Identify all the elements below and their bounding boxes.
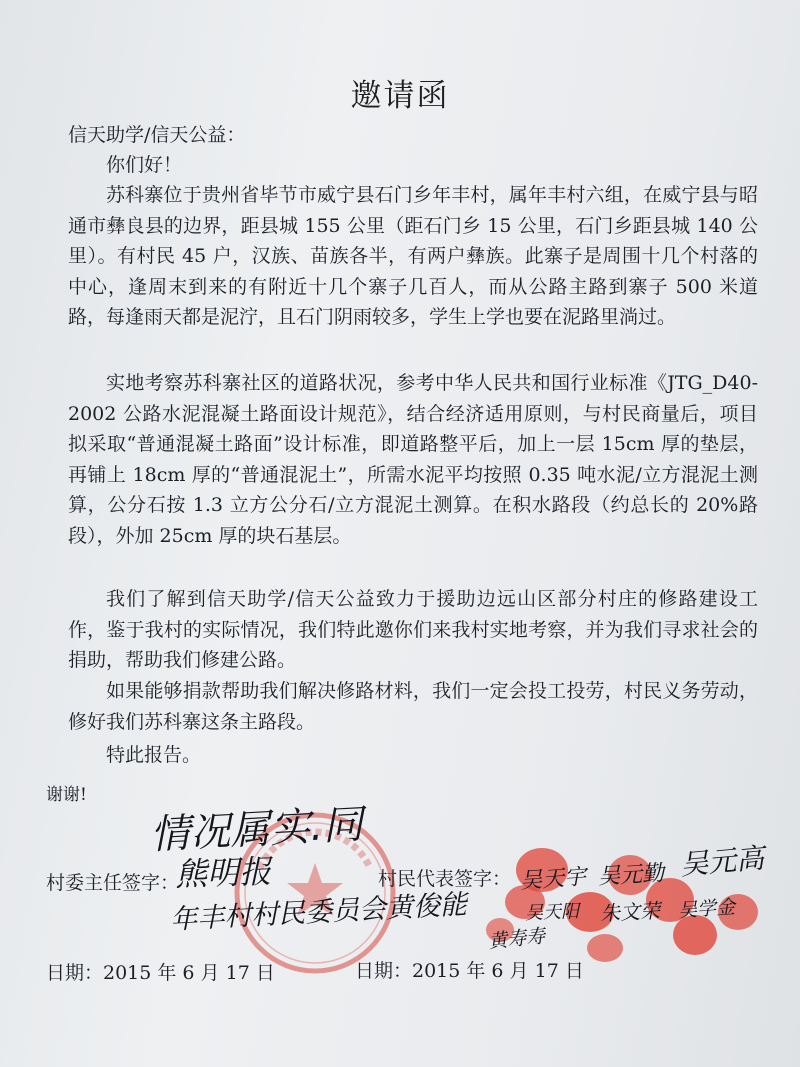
paragraph-commitment: 如果能够捐款帮助我们解决修路材料，我们一定会投工投劳，村民义务劳动，修好我们苏科寨这条主路段。 [68, 680, 758, 733]
handwritten-villager-1: 吴天宇 [519, 864, 587, 895]
handwritten-committee-name: 熊明报 [174, 852, 272, 894]
paragraph-village-description: 苏科寨位于贵州省毕节市威宁县石门乡年丰村，属年丰村六组，在威宁县与昭通市彝良县的边界，距县城 155 公里（距石门乡 15 公里，石门乡距县城 140 公里）。有村民 45 户，汉族、苗族各半，有两户彝族。此寨子是周围十几个村落的中心，逢周末到来的有附近十几个寨子几百人，而从公路主路到寨子 500 米道路，每逢雨天都是泥泞，且石门阴雨较多，学生上学也要在泥路里淌过。 [68, 184, 758, 328]
handwritten-villager-4: 吴天阳 [524, 901, 580, 924]
handwritten-villager-7: 黄寿寿 [487, 925, 547, 953]
paragraph-road-plan: 实地考察苏科寨社区的道路状况，参考中华人民共和国行业标准《JTG_D40-2002 公路水泥混凝土路面设计规范》，结合经济适用原则，与村民商量后，项目拟采取“普通混凝土路面”设计标准，即道路整平后，加上一层 15cm 厚的垫层，再铺上 18cm 厚的“普通混泥土”，所需水泥平均按照 0.35 吨水泥/立方混泥土测算，公分石按 1.3 立方公分石/立方混泥土测算。在积水路段（约总长的 20%路段），外加 25cm 厚的块石基层。 [68, 372, 758, 547]
handwritten-villager-5: 朱文荣 [599, 898, 661, 926]
date-right: 日期：2015 年 6 月 17 日 [355, 960, 584, 982]
handwritten-villager-6: 吴学金 [677, 896, 736, 922]
villager-signature-label: 村民代表签字： [378, 868, 512, 890]
letter-title: 邀请函 [350, 78, 450, 114]
greeting-line: 你们好！ [106, 154, 183, 176]
date-left: 日期：2015 年 6 月 17 日 [46, 962, 275, 984]
handwritten-committee-line: 年丰村村民委员会黄俊能 [169, 889, 468, 936]
recipient-line: 信天助学/信天公益： [68, 124, 246, 146]
handwritten-verification-note: 情况属实.同 [149, 801, 364, 859]
thanks-line: 谢谢! [46, 785, 87, 805]
handwritten-villager-2: 吴元勤 [597, 861, 665, 890]
closing-line: 特此报告。 [106, 744, 202, 766]
committee-signature-label: 村委主任签字： [46, 872, 180, 894]
paragraph-request: 我们了解到信天助学/信天公益致力于援助边远山区部分村庄的修路建设工作，鉴于我村的实际情况，我们特此邀你们来我村实地考察，并为我们寻求社会的捐助，帮助我们修建公路。 [68, 588, 758, 671]
handwritten-villager-3: 吴元高 [678, 841, 766, 882]
